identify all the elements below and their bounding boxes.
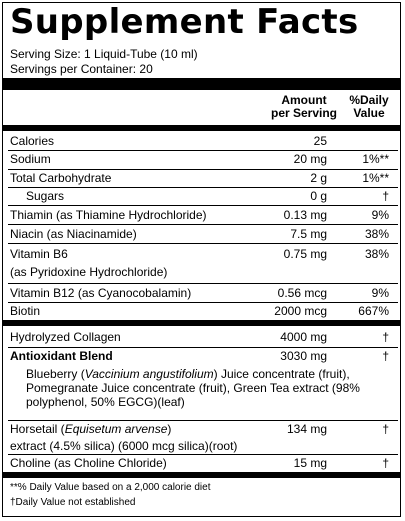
row-name: Vitamin B12 (as Cyanocobalamin) [10,286,192,300]
row-divider [8,283,398,284]
row-name-line2: (as Pyridoxine Hydrochloride) [10,265,168,279]
row-divider [8,347,398,348]
row-divider [8,169,398,170]
amount-header-line2: per Serving [270,106,338,120]
name-text: ) [167,422,172,436]
name-text: Horsetail ( [10,422,65,436]
row-amount: 0.75 mg [283,247,327,261]
row-dv: 38% [364,247,389,261]
row-name: Sugars [26,189,65,203]
row-dv: 9% [371,286,389,300]
row-dv: 1%** [362,171,389,185]
row-name: Sodium [10,152,51,166]
row-amount: 2000 mcg [274,304,327,318]
ingredient-text: Blueberry ( [26,367,85,381]
row-divider [8,224,398,225]
row-divider [8,150,398,151]
row-amount: 4000 mg [280,330,327,344]
row-amount: 3030 mg [280,349,327,363]
row-name: Calories [10,134,55,148]
row-name [10,422,171,436]
row-amount: 2 g [310,171,327,185]
supplement-facts-panel [2,2,401,517]
row-dv: 38% [364,227,389,241]
footnote-dv: **% Daily Value based on a 2,000 calorie diet [10,482,211,493]
row-amount: 134 mg [286,422,327,436]
panel-title: Supplement Facts [10,2,359,42]
dv-header-line2: Value [353,106,385,120]
amount-header [270,94,338,120]
row-dv: † [382,456,389,470]
row-dv: 667% [358,304,389,318]
medium-divider [3,125,400,131]
servings-per-container: Servings per Container: 20 [10,62,153,76]
row-dv: 9% [371,208,389,222]
ingredient-text: ) Juice concentrate (fruit), Pomegranate Juice concentrate (fruit), Green Tea extract (98% polyphenol, 50% EGCG)(leaf) [26,367,360,409]
row-amount: 7.5 mg [290,227,327,241]
row-divider [8,454,398,455]
row-divider [8,420,398,421]
row-amount: 0 g [310,189,327,203]
row-divider [8,302,398,303]
row-name: Biotin [10,304,41,318]
amount-header-line1: Amount [281,93,327,107]
row-name: Choline (as Choline Chloride) [10,456,167,470]
row-divider [8,243,398,244]
medium-divider [3,320,400,326]
row-dv: † [382,349,389,363]
row-amount: 20 mg [293,152,327,166]
serving-size: Serving Size: 1 Liquid-Tube (10 ml) [10,47,198,61]
medium-divider [3,472,400,478]
thick-divider [3,78,400,90]
row-name: Hydrolyzed Collagen [10,330,121,344]
row-amount: 15 mg [293,456,327,470]
row-dv: † [382,330,389,344]
latin-name: Equisetum arvense [64,422,168,436]
row-name: Antioxidant Blend [10,349,113,363]
row-dv: † [382,422,389,436]
row-name: Vitamin B6 [10,247,68,261]
blend-ingredients [26,367,396,409]
row-amount: 0.13 mg [283,208,327,222]
footnote-not-established: †Daily Value not established [10,497,136,508]
row-name: Thiamin (as Thiamine Hydrochloride) [10,208,207,222]
row-dv: † [382,189,389,203]
row-divider [8,205,398,206]
row-name-line2: extract (4.5% silica) (6000 mcg silica)(root) [10,439,238,453]
dv-header-line1: %Daily [349,93,389,107]
row-amount: 0.56 mcg [277,286,327,300]
row-name: Niacin (as Niacinamide) [10,227,137,241]
row-divider [8,187,398,188]
row-amount: 25 [313,134,327,148]
daily-value-header [342,94,396,120]
row-dv: 1%** [362,152,389,166]
row-name: Total Carbohydrate [10,171,112,185]
ingredient-latin-name: Vaccinium angustifolium [84,367,214,381]
